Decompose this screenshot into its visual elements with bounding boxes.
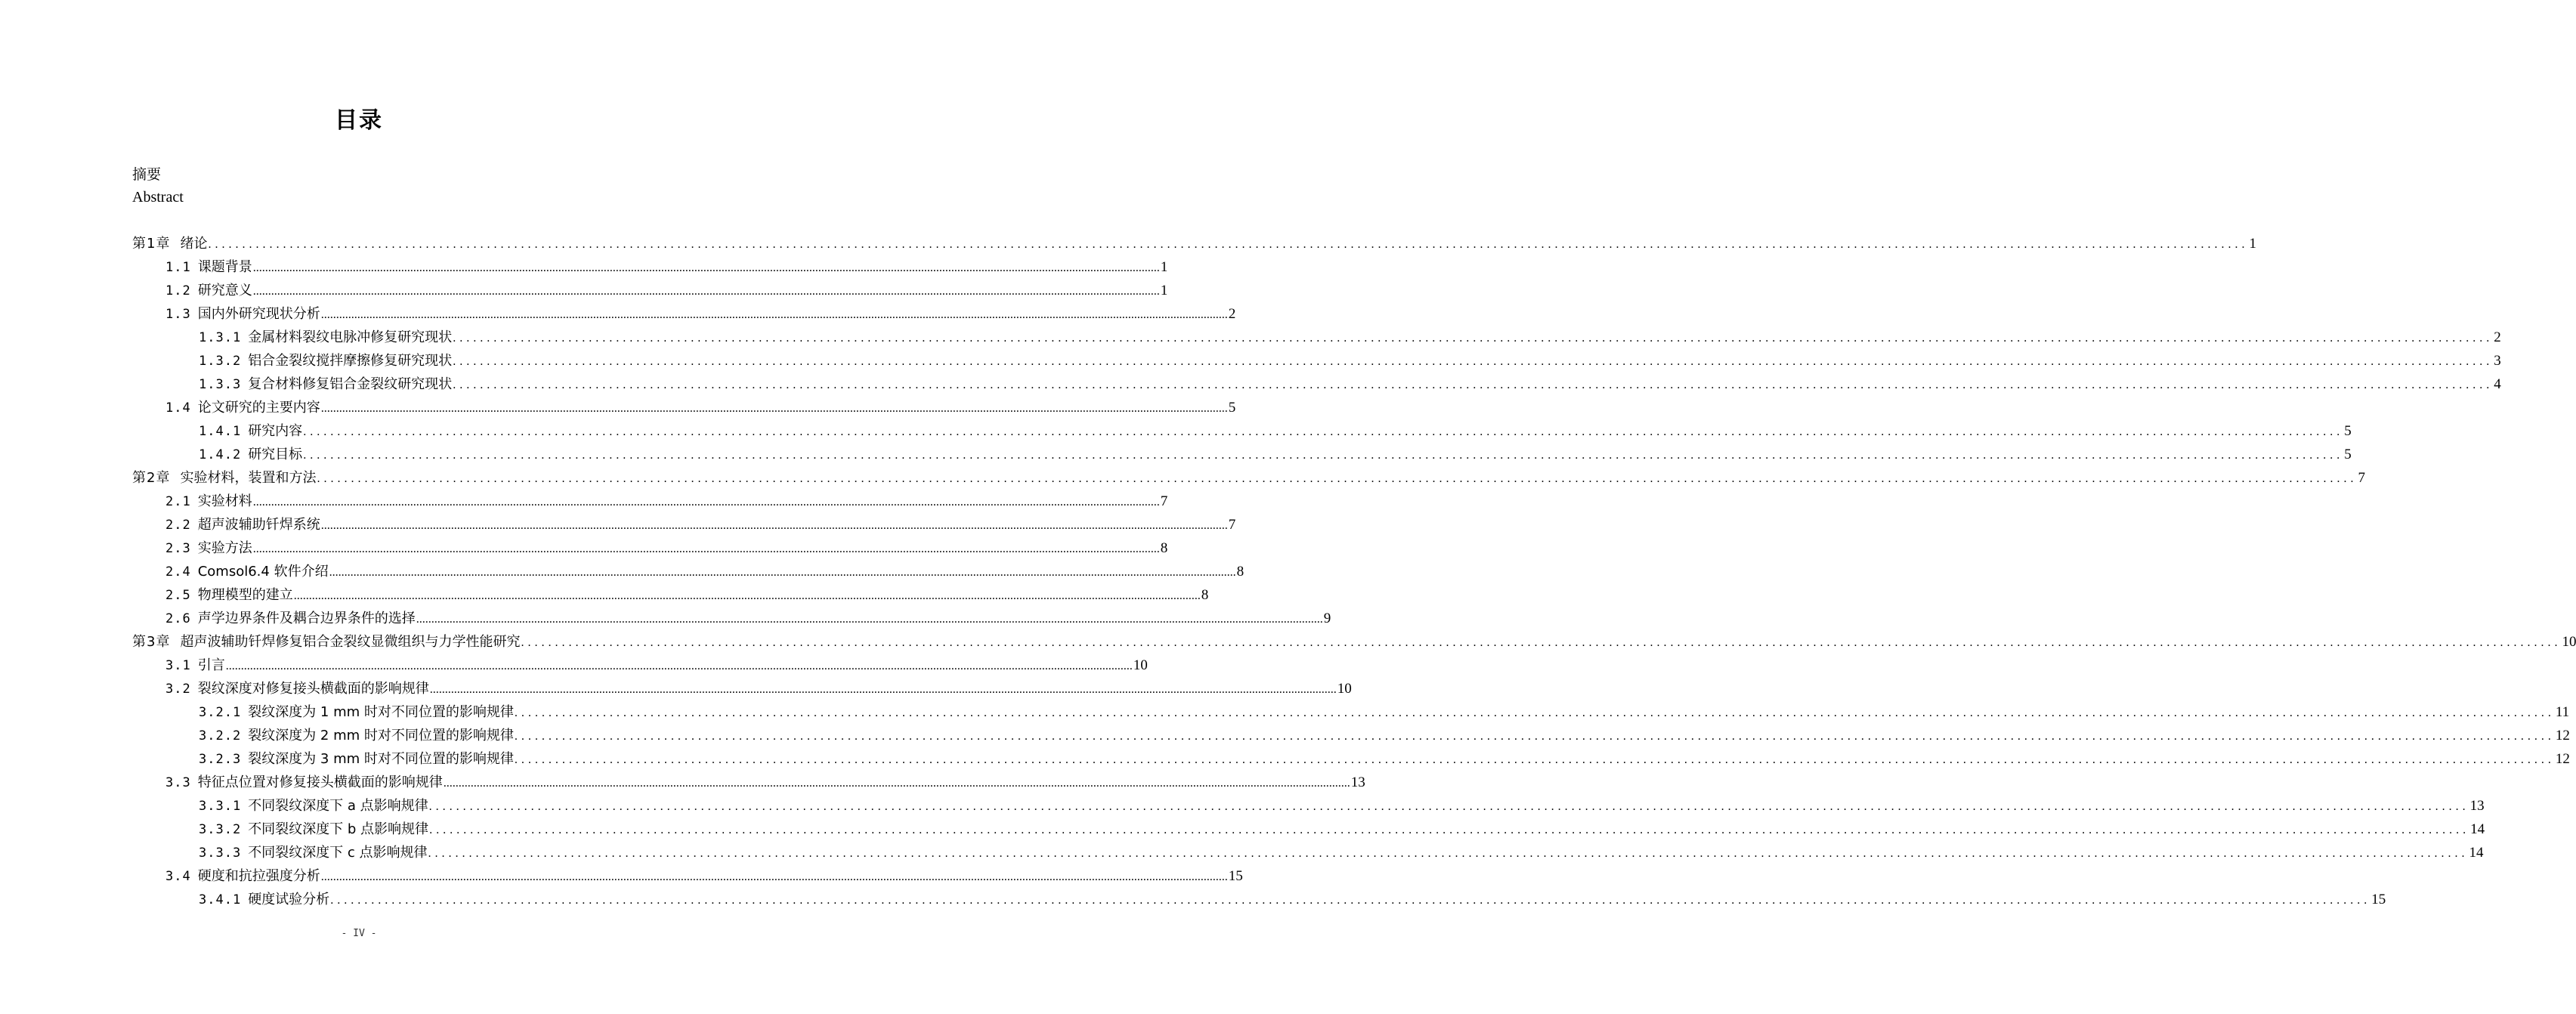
toc-entry[interactable] [199,795,2485,818]
toc-entry-title: Comsol6.4 软件介绍 [197,564,329,580]
toc-entry[interactable] [165,537,1168,560]
toc-entry[interactable] [199,350,2501,373]
toc-entry-number: 2.1 [165,494,191,509]
toc-entry[interactable] [165,607,1331,630]
toc-leader-dots: ............................................................................................................................................................................................................................................................................................................ [252,285,1160,298]
page-title: 目录 [335,107,383,134]
toc-entry-page: 14 [2470,821,2485,837]
toc-entry[interactable] [199,889,2386,911]
toc-entry-page: 10 [1337,681,1352,697]
toc-entry-number: 3.2.2 [199,728,242,743]
toc-entry[interactable] [199,444,2352,466]
toc-entry-title: 国内外研究现状分析 [197,306,320,322]
toc-entry[interactable] [199,818,2485,841]
toc-entry[interactable] [199,748,2570,771]
toc-entry[interactable] [165,490,1168,513]
toc-entry-number: 3.3.3 [199,846,242,861]
toc-entry-page: 1 [2249,236,2256,252]
toc-entry-page: 5 [2344,423,2352,439]
toc-entry-title: 裂纹深度对修复接头横截面的影响规律 [197,681,429,697]
toc-entry-title: 研究目标 [248,447,303,462]
toc-leader-dots: ............................................................................................................................................................................................................................................................................................................ [303,425,2344,438]
toc-leader-dots: ............................................................................................................................................................................................................................................................................................................ [320,308,1228,321]
toc-entry[interactable] [165,865,1243,888]
toc-entry-number: 1.3.3 [199,377,242,392]
toc-entry-title: 实验方法 [197,540,252,556]
toc-entry-page: 3 [2494,353,2501,369]
toc-leader-dots: ............................................................................................................................................................................................................................................................................................................ [208,238,2249,251]
toc-leader-dots: ............................................................................................................................................................................................................................................................................................................ [428,847,2469,860]
toc-leader-dots: ............................................................................................................................................................................................................................................................................................................ [293,589,1201,602]
toc-entry-title: 复合材料修复铝合金裂纹研究现状 [248,376,453,392]
toc-entry-page: 9 [1323,611,1331,626]
toc-entry-title: 超声波辅助钎焊修复铝合金裂纹显微组织与力学性能研究 [180,634,521,650]
toc-entry-page: 7 [1160,493,1168,509]
toc-entry-title: 课题背景 [197,259,252,275]
toc-entry-number: 1.4.2 [199,447,242,462]
toc-entry-title: 硬度和抗拉强度分析 [197,868,320,884]
toc-entry-page: 10 [2562,634,2576,650]
toc-entry[interactable] [132,233,2256,255]
toc-entry[interactable] [132,631,2576,654]
toc-entry-number: 2.2 [165,518,191,533]
toc-entry-page: 8 [1201,587,1209,603]
toc-entry[interactable] [165,584,1209,607]
toc-entry-number: 2.6 [165,611,191,626]
toc-entry-title: 实验材料，装置和方法 [180,470,317,486]
toc-entry[interactable] [199,725,2570,747]
toc-entry-number: 1.1 [165,260,191,275]
toc-entry[interactable] [165,771,1365,794]
toc-entry-page: 2 [2494,329,2501,345]
toc-entry-page: 5 [2344,447,2352,462]
toc-entry[interactable] [199,326,2501,349]
toc-entry-number: 1.4 [165,400,191,416]
toc-entry[interactable] [165,397,1236,419]
toc-entry-number: 1.2 [165,283,191,298]
toc-entry-title: 不同裂纹深度下 b 点影响规律 [248,821,429,837]
toc-entry-page: 15 [2371,892,2386,907]
toc-entry-number: 1.3.1 [199,330,242,345]
toc-leader-dots: ............................................................................................................................................................................................................................................................................................................ [317,472,2358,485]
toc-entry-page: 8 [1236,564,1245,580]
toc-leader-dots: ............................................................................................................................................................................................................................................................................................................ [514,753,2555,766]
toc-leader-dots: ............................................................................................................................................................................................................................................................................................................ [225,660,1133,672]
toc-entry-page: 4 [2494,376,2501,392]
toc-entry-number: 第1章 [132,236,171,252]
toc-entry-number: 3.3 [165,775,191,790]
toc-entry-number: 3.4 [165,869,191,884]
toc-entry-number: 3.3.2 [199,822,242,837]
toc-entry[interactable] [199,701,2570,724]
toc-entry-title: 超声波辅助钎焊系统 [197,517,320,533]
toc-leader-dots: ............................................................................................................................................................................................................................................................................................................ [330,894,2371,907]
toc-entry-title: 绪论 [180,236,208,252]
toc-leader-dots: ............................................................................................................................................................................................................................................................................................................ [429,683,1337,696]
toc-entry-number: 1.4.1 [199,424,242,439]
toc-entry-number: 3.4.1 [199,892,242,907]
toc-leader-dots: ............................................................................................................................................................................................................................................................................................................ [320,519,1228,532]
toc-leader-dots: ............................................................................................................................................................................................................................................................................................................ [514,730,2555,743]
toc-entry-page: 1 [1160,283,1168,298]
toc-entry-title: 物理模型的建立 [197,587,293,603]
toc-entry-title: 声学边界条件及耦合边界条件的选择 [197,611,416,626]
toc-entry-number: 第2章 [132,470,171,486]
toc-leader-dots: ............................................................................................................................................................................................................................................................................................................ [443,777,1350,790]
toc-entry-page: 15 [1228,868,1243,884]
toc-entry[interactable] [165,561,1245,583]
toc-entry[interactable] [165,678,1352,700]
toc-leader-dots: ............................................................................................................................................................................................................................................................................................................ [320,402,1228,415]
toc-entry-title: 研究内容 [248,423,303,439]
toc-leader-dots: ............................................................................................................................................................................................................................................................................................................ [514,706,2555,719]
toc-entry[interactable] [165,280,1168,302]
toc-entry[interactable] [132,467,2365,490]
toc-leader-dots: ............................................................................................................................................................................................................................................................................................................ [429,824,2470,836]
toc-entry-number: 3.1 [165,658,191,673]
toc-entry-number: 第3章 [132,634,171,650]
toc-entry-title: 裂纹深度为 1 mm 时对不同位置的影响规律 [248,704,514,720]
toc-entry-title: 不同裂纹深度下 a 点影响规律 [248,798,428,814]
toc-entry-page: 10 [1133,657,1148,673]
toc-entry-title: 论文研究的主要内容 [197,400,320,416]
toc-entry-number: 3.2 [165,682,191,697]
toc-entry[interactable] [199,842,2484,864]
toc-entry-page: 7 [1228,517,1236,533]
toc-leader-dots: ............................................................................................................................................................................................................................................................................................................ [320,870,1228,883]
toc-leader-dots: ............................................................................................................................................................................................................................................................................................................ [453,379,2494,391]
front-matter-abstract-en: Abstract [132,189,184,206]
toc-entry[interactable] [165,654,1148,677]
toc-entry[interactable] [165,303,1236,326]
front-matter-abstract-cn: 摘要 [132,166,162,183]
toc-leader-dots: ............................................................................................................................................................................................................................................................................................................ [303,449,2344,462]
toc-entry-number: 2.4 [165,564,191,580]
toc-entry-number: 3.2.1 [199,705,242,720]
toc-leader-dots: ............................................................................................................................................................................................................................................................................................................ [453,332,2494,345]
toc-entry-page: 5 [1228,400,1236,416]
toc-entry-number: 2.5 [165,588,191,603]
toc-entry-title: 金属材料裂纹电脉冲修复研究现状 [248,329,453,345]
toc-entry-number: 3.2.3 [199,752,242,767]
toc-entry-page: 7 [2358,470,2365,486]
toc-entry-page: 11 [2555,704,2570,720]
toc-leader-dots: ............................................................................................................................................................................................................................................................................................................ [252,543,1160,555]
toc-entry-number: 3.3.1 [199,799,242,814]
toc-entry-title: 实验材料 [197,493,252,509]
toc-leader-dots: ............................................................................................................................................................................................................................................................................................................ [329,566,1236,579]
toc-entry[interactable] [165,514,1236,536]
toc-entry-title: 不同裂纹深度下 c 点影响规律 [248,845,428,861]
toc-entry-page: 13 [1350,774,1365,790]
toc-entry-page: 13 [2469,798,2485,814]
toc-entry-title: 裂纹深度为 2 mm 时对不同位置的影响规律 [248,728,514,743]
toc-entry-page: 12 [2555,728,2570,743]
toc-entry[interactable] [199,373,2501,396]
toc-leader-dots: ............................................................................................................................................................................................................................................................................................................ [428,800,2469,813]
toc-entry-number: 2.3 [165,541,191,556]
toc-leader-dots: ............................................................................................................................................................................................................................................................................................................ [252,496,1160,509]
toc-leader-dots: ............................................................................................................................................................................................................................................................................................................ [416,613,1323,626]
toc-entry-number: 1.3.2 [199,354,242,369]
page-number-footer: - IV - [341,928,377,939]
toc-entry-page: 14 [2469,845,2484,861]
toc-entry-page: 1 [1160,259,1168,275]
toc-entry-page: 8 [1160,540,1168,556]
toc-entry-page: 2 [1228,306,1236,322]
toc-leader-dots: ............................................................................................................................................................................................................................................................................................................ [252,261,1160,274]
toc-entry-title: 特征点位置对修复接头横截面的影响规律 [197,774,443,790]
toc-entry[interactable] [199,420,2352,443]
toc-entry-title: 铝合金裂纹搅拌摩擦修复研究现状 [248,353,453,369]
toc-entry-title: 研究意义 [197,283,252,298]
toc-entry-number: 1.3 [165,307,191,322]
toc-entry-title: 引言 [197,657,225,673]
toc-entry-title: 硬度试验分析 [248,892,330,907]
toc-leader-dots: ............................................................................................................................................................................................................................................................................................................ [521,636,2562,649]
toc-entry[interactable] [165,256,1168,279]
toc-entry-page: 12 [2555,751,2570,767]
toc-entry-title: 裂纹深度为 3 mm 时对不同位置的影响规律 [248,751,514,767]
toc-leader-dots: ............................................................................................................................................................................................................................................................................................................ [453,355,2494,368]
